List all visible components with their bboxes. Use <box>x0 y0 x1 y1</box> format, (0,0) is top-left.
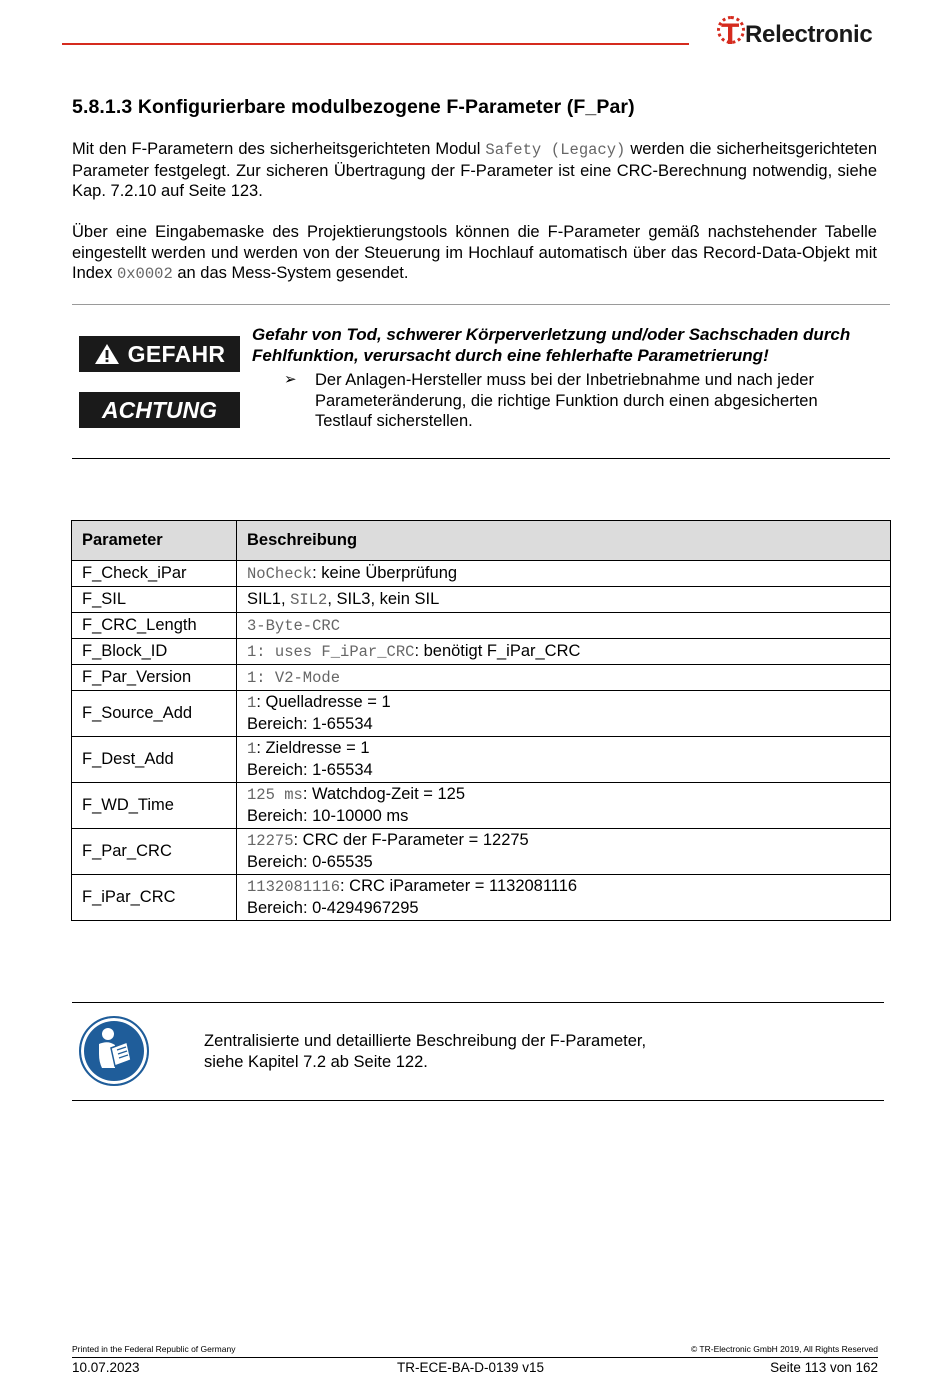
table-row <box>72 561 891 587</box>
intro-paragraph: Mit den F-Parametern des sicherheitsgerichteten Modul Safety (Legacy) werden die sicherheitsgerichteten Parameter festgelegt. Zur sicheren Übertragung der F-Parameter ist eine CRC-Berechnung notwendig, siehe Kap. 7.2.10 auf Seite 123. <box>72 140 877 201</box>
table-row <box>72 829 891 875</box>
param-description: 125 ms: Watchdog-Zeit = 125 Bereich: 10-10000 ms <box>237 783 891 829</box>
table-row <box>72 587 891 613</box>
divider <box>72 304 890 305</box>
tool-paragraph: Über eine Eingabemaske des Projektierungstools können die F-Parameter gemäß nachstehender Tabelle eingestellt werden und werden von der Steuerung im Hochlauf automatisch über das Record-Data-Objekt mit Index 0x0002 an das Mess-System gesendet. <box>72 223 877 284</box>
section-title: 5.8.1.3 Konfigurierbare modulbezogene F-Parameter (F_Par) <box>72 96 635 118</box>
divider <box>72 458 890 459</box>
table-row <box>72 875 891 921</box>
table-row <box>72 665 891 691</box>
param-description: NoCheck: keine Überprüfung <box>237 561 891 587</box>
param-description: 3-Byte-CRC <box>237 613 891 639</box>
warning-title: Gefahr von Tod, schwerer Körperverletzung und/oder Sachschaden durch Fehlfunktion, verursacht durch eine fehlerhafte Parametrierung! <box>252 325 851 365</box>
table-row <box>72 639 891 665</box>
param-name: F_CRC_Length <box>72 613 237 639</box>
table-row <box>72 613 891 639</box>
param-description: 1: Zieldresse = 1 Bereich: 1-65534 <box>237 737 891 783</box>
column-header-parameter: Parameter <box>72 521 237 561</box>
column-header-description: Beschreibung <box>237 521 891 561</box>
param-name: F_Dest_Add <box>72 737 237 783</box>
divider <box>72 1100 884 1101</box>
param-name: F_Check_iPar <box>72 561 237 587</box>
param-description: SIL1, SIL2, SIL3, kein SIL <box>237 587 891 613</box>
footer-rule <box>72 1357 878 1358</box>
param-description: 1132081116: CRC iParameter = 1132081116 Bereich: 0-4294967295 <box>237 875 891 921</box>
bullet-arrow-icon: ➢ <box>284 371 297 388</box>
logo-wordmark: Relectronic <box>745 21 873 48</box>
warning-instruction: Der Anlagen-Hersteller muss bei der Inbetriebnahme und nach jeder Parameteränderung, die richtige Funktion durch einen abgesicherten Testlauf sicherstellen. <box>315 371 818 430</box>
caution-badge: ACHTUNG <box>79 392 240 428</box>
table-row <box>72 783 891 829</box>
footer-printed: Printed in the Federal Republic of Germany <box>72 1344 236 1354</box>
param-description: 12275: CRC der F-Parameter = 12275 Bereich: 0-65535 <box>237 829 891 875</box>
info-note: Zentralisierte und detaillierte Beschreibung der F-Parameter, siehe Kapitel 7.2 ab Seite 122. <box>204 1032 647 1071</box>
param-name: F_Block_ID <box>72 639 237 665</box>
table-row <box>72 737 891 783</box>
footer-date: 10.07.2023 <box>72 1360 140 1375</box>
param-description: 1: uses F_iPar_CRC: benötigt F_iPar_CRC <box>237 639 891 665</box>
param-name: F_Source_Add <box>72 691 237 737</box>
footer-document-id: TR-ECE-BA-D-0139 v15 <box>397 1360 545 1375</box>
param-name: F_Par_Version <box>72 665 237 691</box>
divider <box>72 1002 884 1003</box>
danger-badge: GEFAHR <box>79 336 240 372</box>
param-name: F_SIL <box>72 587 237 613</box>
inline-code: Safety (Legacy) <box>485 141 626 159</box>
read-manual-icon <box>79 1016 149 1086</box>
footer-page-number: Seite 113 von 162 <box>770 1360 878 1375</box>
inline-code: 0x0002 <box>116 265 173 284</box>
table-row <box>72 691 891 737</box>
company-logo <box>717 10 872 50</box>
warning-triangle-icon <box>94 343 120 365</box>
param-name: F_iPar_CRC <box>72 875 237 921</box>
param-name: F_WD_Time <box>72 783 237 829</box>
footer-copyright: © TR-Electronic GmbH 2019, All Rights Reserved <box>690 1344 878 1354</box>
f-parameter-table <box>71 520 891 921</box>
tr-gear-icon: T <box>717 16 747 50</box>
param-description: 1: V2-Mode <box>237 665 891 691</box>
param-name: F_Par_CRC <box>72 829 237 875</box>
header-rule <box>62 43 689 45</box>
param-description: 1: Quelladresse = 1 Bereich: 1-65534 <box>237 691 891 737</box>
